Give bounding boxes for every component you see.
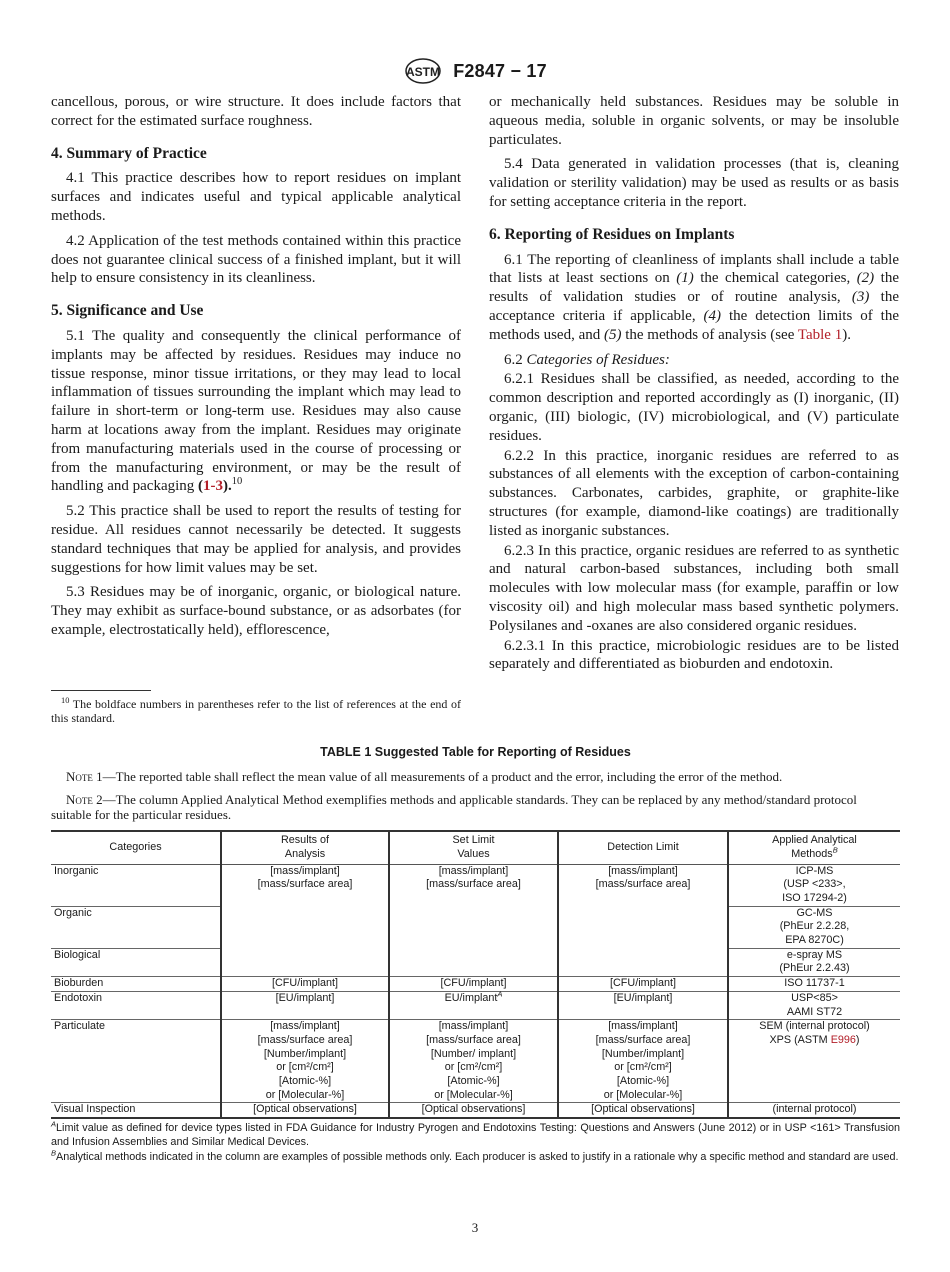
reference-link-1-3[interactable]: 1-3 xyxy=(203,478,224,495)
header-results: Results of Analysis xyxy=(221,831,389,865)
table-note-2: Note 2—The column Applied Analytical Method exemplifies methods and applicable standards. They can be replaced by any method/standard protocol suitable for the particular residues. xyxy=(51,791,857,822)
section-5-heading: 5. Significance and Use xyxy=(51,302,204,320)
table-header-row xyxy=(51,831,900,865)
footnote-divider xyxy=(51,690,151,691)
document-id: F2847 − 17 xyxy=(453,60,547,81)
table-note-1: Note 1—The reported table shall reflect the mean value of all measurements of a product and the error, including the error of the method. xyxy=(66,769,783,784)
paragraph-5-3: 5.3 Residues may be of inorganic, organic, or biological nature. They may exhibit as surface-bound substance, or as adsorbates (for example, electrostatically held), efflorescence, xyxy=(51,584,461,638)
inorganic-method-cell: ICP-MS (USP <233>, ISO 17294-2) xyxy=(728,864,900,906)
chem-limit-cell: [mass/implant] [mass/surface area] xyxy=(389,864,558,977)
paragraph-4-2: 4.2 Application of the test methods contained within this practice does not guarantee clinical success of a finished implant, but it will help to ensure consistency in its cleanliness. xyxy=(51,232,461,287)
header-methods: Applied Analytical Methods$^B$ xyxy=(728,831,900,865)
section-4-heading: 4. Summary of Practice xyxy=(51,144,207,162)
table-row-visual-inspection: Visual Inspection [Optical observations] [Optical observations] [Optical observations] (internal protocol) xyxy=(51,1103,900,1118)
header-detection-limit: Detection Limit xyxy=(558,831,728,865)
footnote-marker-10[interactable]: 10 xyxy=(231,476,243,488)
biological-method-cell: e-spray MS (PhEur 2.2.43) xyxy=(728,948,900,976)
table-1-section xyxy=(51,745,900,1165)
astm-e996-link[interactable]: E996 xyxy=(830,1033,856,1046)
table-title: TABLE 1 Suggested Table for Reporting of Residues xyxy=(320,745,631,759)
svg-text:ASTM: ASTM xyxy=(406,65,441,79)
section-6-heading: 6. Reporting of Residues on Implants xyxy=(489,225,735,243)
paragraph-6-2: 6.2 Categories of Residues: xyxy=(504,351,670,368)
footnote-marker-a[interactable]: A xyxy=(497,989,503,999)
header-categories: Categories xyxy=(51,831,221,865)
page-header xyxy=(0,56,950,86)
paragraph-4-1: 4.1 This practice describes how to report residues on implant surfaces and indicates useful and typical applicable analytical methods. xyxy=(51,170,461,224)
table-row-particulate: Particulate [mass/implant] [mass/surface area] [Number/implant] or [cm²/cm²] [Atomic-%] or [Molecular-%] [mass/implant] [mass/surface area] [Number/ implant] or [cm²/cm²] [Atomic-%] or [Molecular-%] [mass/implant] [mass/surface area] [Number/implant] or [cm²/cm²] [Atomic-%] or [Molecular-%] SEM (internal protocol) XPS (ASTM E996) xyxy=(51,1020,900,1103)
right-column xyxy=(489,93,899,675)
chem-detection-cell: [mass/implant] [mass/surface area] xyxy=(558,864,728,977)
paragraph-continuation: or mechanically held substances. Residues may be soluble in aqueous media, soluble in organic solvents, or may be insoluble particulates. xyxy=(489,94,899,148)
paragraph-5-2: 5.2 This practice shall be used to report the results of testing for residue. All residues cannot necessarily be detected. It suggests standard techniques that may be applied for analysis, and provides suggestions for how limit values may be set. xyxy=(51,503,461,576)
table-row-inorganic: Inorganic [mass/implant] [mass/surface area] [mass/implant] [mass/surface area] [mass/implant] [mass/surface area] ICP-MS (USP <233>, ISO 17294-2) xyxy=(51,864,900,906)
chem-results-cell: [mass/implant] [mass/surface area] xyxy=(221,864,389,977)
page-number: 3 xyxy=(471,1220,479,1235)
paragraph-6-2-1: 6.2.1 Residues shall be classified, as needed, according to the common description and reported accordingly as (I) inorganic, (II) organic, (III) biologic, (IV) microbiological, and (V) particulate residues. xyxy=(489,371,899,444)
table-footnote-b: $^B$Analytical methods indicated in the column are examples of possible methods only. Each producer is asked to justify in a rationale why a specific method and standard are used. xyxy=(51,1148,899,1164)
paragraph-6-2-3-1: 6.2.3.1 In this practice, microbiologic residues are to be listed separately and differentiated as bioburden and endotoxin. xyxy=(489,637,899,673)
header-set-limit: Set Limit Values xyxy=(389,831,558,865)
table-1-link[interactable]: Table 1 xyxy=(797,326,843,343)
table-row-endotoxin: Endotoxin [EU/implant] EU/implant$^A$ [EU/implant] USP<85> AAMI ST72 xyxy=(51,991,900,1019)
astm-logo-icon xyxy=(403,56,443,86)
left-column xyxy=(51,93,461,726)
paragraph-6-2-2: 6.2.2 In this practice, inorganic residues are referred to as substances of all elements with the exception of carbon-containing substances. Carbonates, carbides, graphite, or graphite-like structures (for example, diamond-like coatings) are traditionally listed as inorganic substances. xyxy=(489,447,899,539)
table-footnote-a: $^A$Limit value as defined for device types listed in FDA Guidance for Industry Pyrogen and Endotoxins Testing: Questions and Answers (June 2012) or in USP <161> Transfusion and Infusion Assemblies and Similar Medical Devices. xyxy=(51,1119,900,1149)
table-row-biological: Biological e-spray MS (PhEur 2.2.43) xyxy=(51,948,900,976)
paragraph-6-1: 6.1 The reporting of cleanliness of implants shall include a table that lists at least sections on (1) the chemical categories, (2) the results of validation studies or of routine analysis, (3) the acceptance criteria if applicable, (4) the detection limits of the methods used, and (5) the methods of analysis (see Table 1). xyxy=(489,251,899,343)
paragraph-5-4: 5.4 Data generated in validation processes (that is, cleaning validation or sterility validation) may be used as results or as basis for setting acceptance criteria in the report. xyxy=(489,156,899,210)
paragraph-continuation: cancellous, porous, or wire structure. It does include factors that correct for the estimated surface roughness. xyxy=(51,94,461,129)
organic-method-cell: GC-MS (PhEur 2.2.28, EPA 8270C) xyxy=(728,906,900,948)
table-row-bioburden: Bioburden [CFU/implant] [CFU/implant] [CFU/implant] ISO 11737-1 xyxy=(51,977,900,992)
residues-table xyxy=(51,830,900,1120)
paragraph-5-1: 5.1 The quality and consequently the clinical performance of implants may be affected by residues. Residues may induce no tissue response, minor tissue irritations, or they may lead to local inflammation of tissues surrounding the implant which may lead to failure in short-term or long-term use. Residues may also cause harm at locations away from the implant. Residues may originate from manufacturing materials used in the course of processing or from the manufacturing environment, or may be the result of handling and packaging (1-3).$^{10}$ xyxy=(51,327,461,495)
table-row-organic: Organic GC-MS (PhEur 2.2.28, EPA 8270C) xyxy=(51,906,900,948)
table-footnotes xyxy=(51,1121,900,1164)
footnote-10: $^{10}$ The boldface numbers in parentheses refer to the list of references at the end of this standard. xyxy=(51,695,461,726)
paragraph-6-2-3: 6.2.3 In this practice, organic residues are referred to as synthetic and natural carbon-based substances, including both small molecules with low molecular mass (for example, paraffin or low viscosity oil) and high molecular mass based synthetic polymers. Polysilanes and -oxanes are also considered organic residues. xyxy=(489,542,899,634)
